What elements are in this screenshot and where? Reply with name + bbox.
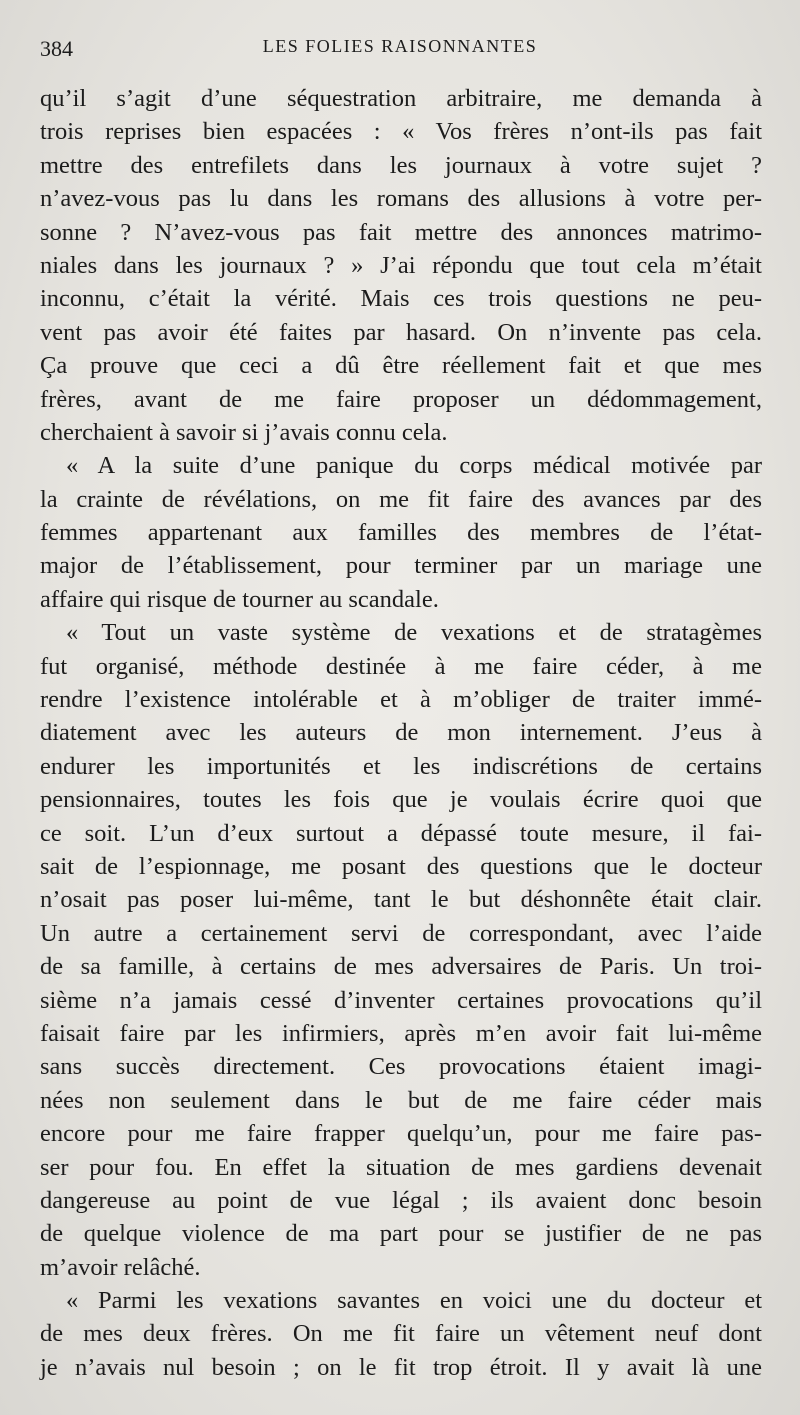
- text-line: de quelque violence de ma part pour se justifier de ne pas: [40, 1220, 762, 1248]
- text-line: qu’il s’agit d’une séquestration arbitraire, me demanda à: [40, 85, 762, 112]
- text-line: cherchaient à savoir si j’avais connu cela.: [40, 418, 448, 446]
- text-line: endurer les importunités et les indiscrétions de certains: [40, 752, 762, 780]
- text-line: sonne ? N’avez-vous pas fait mettre des annonces matrimo-: [40, 218, 762, 246]
- paragraph-first-line: « Parmi les vexations savantes en voici une du docteur et: [66, 1287, 762, 1315]
- text-line: sième n’a jamais cessé d’inventer certaines provocations qu’il: [40, 986, 762, 1014]
- text-line: major de l’établissement, pour terminer par un mariage une: [40, 552, 762, 580]
- page-header: [40, 36, 760, 66]
- text-line: n’avez-vous pas lu dans les romans des allusions à votre per-: [40, 185, 762, 213]
- text-line: vent pas avoir été faites par hasard. On n’invente pas cela.: [40, 318, 762, 346]
- text-line: faisait faire par les infirmiers, après m’en avoir fait lui-même: [40, 1019, 762, 1047]
- text-line: Ça prouve que ceci a dû être réellement fait et que mes: [40, 352, 762, 380]
- text-line: mettre des entrefilets dans les journaux à votre sujet ?: [40, 151, 762, 179]
- text-line: m’avoir relâché.: [40, 1253, 201, 1281]
- text-line: n’osait pas poser lui-même, tant le but déshonnête était clair.: [40, 886, 762, 914]
- page-body: [40, 82, 762, 1384]
- text-line: dangereuse au point de vue légal ; ils avaient donc besoin: [40, 1186, 762, 1214]
- text-line: femmes appartenant aux familles des membres de l’état-: [40, 519, 762, 547]
- text-line: la crainte de révélations, on me fit faire des avances par des: [40, 485, 762, 513]
- text-line: pensionnaires, toutes les fois que je voulais écrire quoi que: [40, 786, 762, 814]
- paragraph-first-line: « A la suite d’une panique du corps médical motivée par: [66, 452, 762, 480]
- text-line: nées non seulement dans le but de me faire céder mais: [40, 1086, 762, 1114]
- text-line: encore pour me faire frapper quelqu’un, pour me faire pas-: [40, 1120, 762, 1148]
- text-line: frères, avant de me faire proposer un dédommagement,: [40, 385, 762, 413]
- text-line: ser pour fou. En effet la situation de mes gardiens devenait: [40, 1153, 762, 1181]
- text-line: niales dans les journaux ? » J’ai répondu que tout cela m’était: [40, 251, 762, 279]
- text-line: Un autre a certainement servi de correspondant, avec l’aide: [40, 919, 762, 947]
- text-line: de sa famille, à certains de mes adversaires de Paris. Un troi-: [40, 953, 762, 981]
- text-line: je n’avais nul besoin ; on le fit trop étroit. Il y avait là une: [40, 1353, 762, 1381]
- text-line: sans succès directement. Ces provocations étaient imagi-: [40, 1053, 762, 1081]
- page-number: 384: [40, 36, 73, 61]
- text-line: fut organisé, méthode destinée à me faire céder, à me: [40, 652, 762, 680]
- text-line: sait de l’espionnage, me posant des questions que le docteur: [40, 852, 762, 880]
- text-line: trois reprises bien espacées : « Vos frères n’ont-ils pas fait: [40, 118, 762, 146]
- text-line: diatement avec les auteurs de mon internement. J’eus à: [40, 719, 762, 747]
- text-line: ce soit. L’un d’eux surtout a dépassé toute mesure, il fai-: [40, 819, 762, 847]
- text-line: inconnu, c’était la vérité. Mais ces trois questions ne peu-: [40, 285, 762, 313]
- paragraph-first-line: « Tout un vaste système de vexations et de stratagèmes: [66, 619, 762, 647]
- text-line: rendre l’existence intolérable et à m’obliger de traiter immé-: [40, 686, 762, 714]
- text-line: de mes deux frères. On me fit faire un vêtement neuf dont: [40, 1320, 762, 1348]
- text-line: affaire qui risque de tourner au scandale.: [40, 585, 439, 613]
- running-title: LES FOLIES RAISONNANTES: [262, 36, 538, 56]
